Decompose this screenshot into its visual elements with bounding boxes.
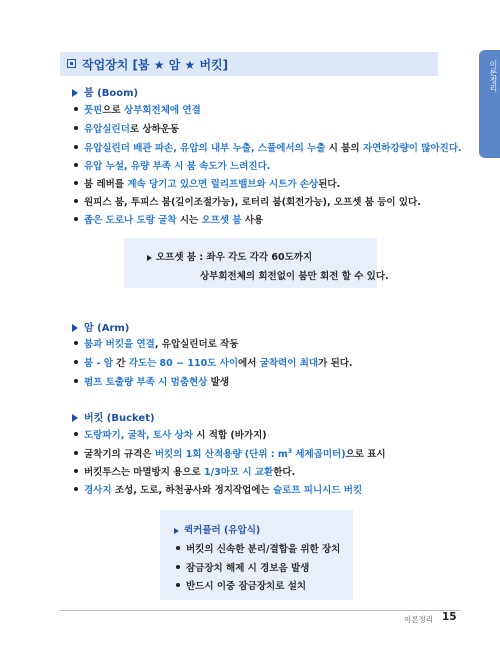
boom-bullet	[74, 212, 263, 226]
bullet-text: 시 적합 (바가지)	[192, 430, 267, 441]
triangle-icon	[72, 324, 78, 332]
arm-heading-text: 암 (Arm)	[84, 323, 130, 334]
triangle-icon	[147, 255, 152, 261]
bullet-dot	[74, 469, 78, 473]
bullet-dot	[74, 451, 78, 455]
offset-boom-callout	[124, 238, 389, 288]
quick-coupler-item	[176, 541, 340, 555]
bullet-text: 간	[112, 358, 129, 369]
bullet-text: 펌프 토출량 부족 시 멈춤현상	[84, 377, 208, 388]
arm-bullet	[74, 336, 239, 350]
bullet-dot	[74, 217, 78, 221]
side-tab-label: 이론정리	[489, 60, 498, 92]
bullet-dot	[74, 487, 78, 491]
bullet-text: 으로	[102, 105, 125, 116]
bullet-text: 세제곱미터)	[292, 449, 346, 460]
bullet-dot	[176, 565, 180, 569]
bullet-text: 버킷투스는 마멸방지 용으로	[84, 467, 205, 478]
quick-coupler-heading	[174, 522, 260, 536]
bullet-dot	[74, 432, 78, 436]
boom-heading-text: 붐 (Boom)	[84, 88, 139, 99]
boom-bullet	[74, 102, 201, 116]
bullet-text: 계속 당기고 있으면 릴리프밸브와 시트가 손상	[127, 179, 319, 190]
boom-bullet	[74, 194, 421, 208]
bullet-text: 한다.	[273, 467, 296, 478]
bullet-text: 원피스 붐, 투피스 붐(길이조절가능), 로터리 붐(회전가능), 오프셋 붐 등이 있다.	[84, 197, 421, 208]
bucket-bullet	[74, 427, 267, 441]
bullet-text: 유압실린더 배관 파손, 유압의 내부 누출, 스풀에서의 누출	[84, 143, 326, 154]
bucket-bullet	[74, 464, 295, 478]
bullet-text: 붐과 버킷을 연결	[84, 339, 155, 350]
bullet-text: 3	[287, 447, 293, 455]
bullet-text: 붐 - 암	[84, 358, 113, 369]
quick-coupler-heading-text: 퀵커플러 (유압식)	[184, 525, 261, 536]
page-number: 15	[442, 611, 457, 623]
bullet-text: 로 상하운동	[129, 124, 180, 135]
bullet-text: 가 된다.	[318, 358, 353, 369]
quick-coupler-box	[160, 510, 353, 600]
bullet-dot	[176, 583, 180, 587]
bullet-dot	[74, 107, 78, 111]
quick-coupler-item-text: 잠금장치 해제 시 경보음 발생	[186, 563, 310, 574]
bullet-text: 유압 누설, 유량 부족 시 붐 속도가 느려진다.	[84, 161, 271, 172]
bullet-dot	[74, 199, 78, 203]
boom-heading	[72, 84, 138, 99]
callout-line-1	[147, 249, 312, 263]
bullet-text: 도랑파기, 굴착, 토사 상차	[84, 430, 193, 441]
bullet-text: , 유압실린더로 작동	[154, 339, 239, 350]
boom-bullet	[74, 158, 270, 172]
bullet-dot	[74, 360, 78, 364]
triangle-icon	[174, 528, 179, 534]
bullet-text: 버킷의 1회 산적용량 (단위 : m	[154, 449, 288, 460]
quick-coupler-item-text: 버킷의 신속한 분리/결합을 위한 장치	[186, 544, 341, 555]
bullet-text: 1/3마모 시 교환	[204, 467, 274, 478]
bucket-heading	[72, 409, 155, 424]
quick-coupler-item-text: 반드시 이중 잠금장치로 설치	[186, 581, 307, 592]
bullet-text: 붐 레버를	[84, 179, 128, 190]
callout-line-1-text: 오프셋 붐 : 좌우 각도 각각 60도까지	[156, 252, 313, 263]
bullet-text: 좁은 도로나 도랑 굴착	[84, 215, 177, 226]
bullet-text: 사용	[241, 215, 264, 226]
bullet-text: 상부회전체에 연결	[124, 105, 201, 116]
bullet-dot	[74, 181, 78, 185]
boom-bullet	[74, 140, 462, 154]
arm-bullet	[74, 355, 353, 369]
section-title-box	[60, 52, 438, 76]
side-tab[interactable]	[479, 50, 500, 158]
square-bullet-icon	[67, 59, 76, 68]
triangle-icon	[72, 89, 78, 97]
bullet-text: 슬로프 피니시드 버킷	[272, 485, 363, 496]
bucket-bullet	[74, 482, 362, 496]
bullet-text: 된다.	[318, 179, 341, 190]
bullet-text: 굴착력이 최대	[259, 358, 319, 369]
bullet-text: 오프셋 붐	[201, 215, 242, 226]
bullet-text: 굴착기의 규격은	[84, 449, 155, 460]
callout-line-2: 상부회전체의 회전없이 붐만 회전 할 수 있다.	[200, 271, 389, 282]
bullet-text: 자연하강량이 많아진다.	[362, 143, 462, 154]
bullet-dot	[74, 145, 78, 149]
bucket-heading-text: 버킷 (Bucket)	[84, 413, 155, 424]
arm-heading	[72, 319, 129, 334]
bucket-bullet	[74, 446, 386, 460]
bullet-dot	[74, 163, 78, 167]
bullet-text: 발생	[207, 377, 230, 388]
page-title: 작업장치 [붐 ★ 암 ★ 버킷]	[82, 58, 229, 72]
bullet-text: 경사지	[84, 485, 112, 496]
bullet-text: 으로 표시	[345, 449, 386, 460]
bullet-dot	[176, 546, 180, 550]
bullet-dot	[74, 379, 78, 383]
triangle-icon	[72, 414, 78, 422]
bullet-dot	[74, 126, 78, 130]
bullet-text: 시는	[176, 215, 202, 226]
bullet-dot	[74, 341, 78, 345]
bullet-text: 에서	[238, 358, 260, 369]
bullet-text: 시 붐의	[325, 143, 363, 154]
footer-divider	[60, 610, 460, 611]
quick-coupler-item	[176, 578, 306, 592]
quick-coupler-item	[176, 560, 309, 574]
boom-bullet	[74, 176, 340, 190]
footer-section-label: 이론정리	[404, 615, 433, 624]
bullet-text: 풋핀	[84, 105, 103, 116]
bullet-text: 각도는 80 ~ 110도 사이	[128, 358, 239, 369]
bullet-text: 유압실린더	[84, 124, 130, 135]
arm-bullet	[74, 374, 229, 388]
bullet-text: 조성, 도로, 하천공사와 정지작업에는	[111, 485, 273, 496]
boom-bullet	[74, 121, 179, 135]
